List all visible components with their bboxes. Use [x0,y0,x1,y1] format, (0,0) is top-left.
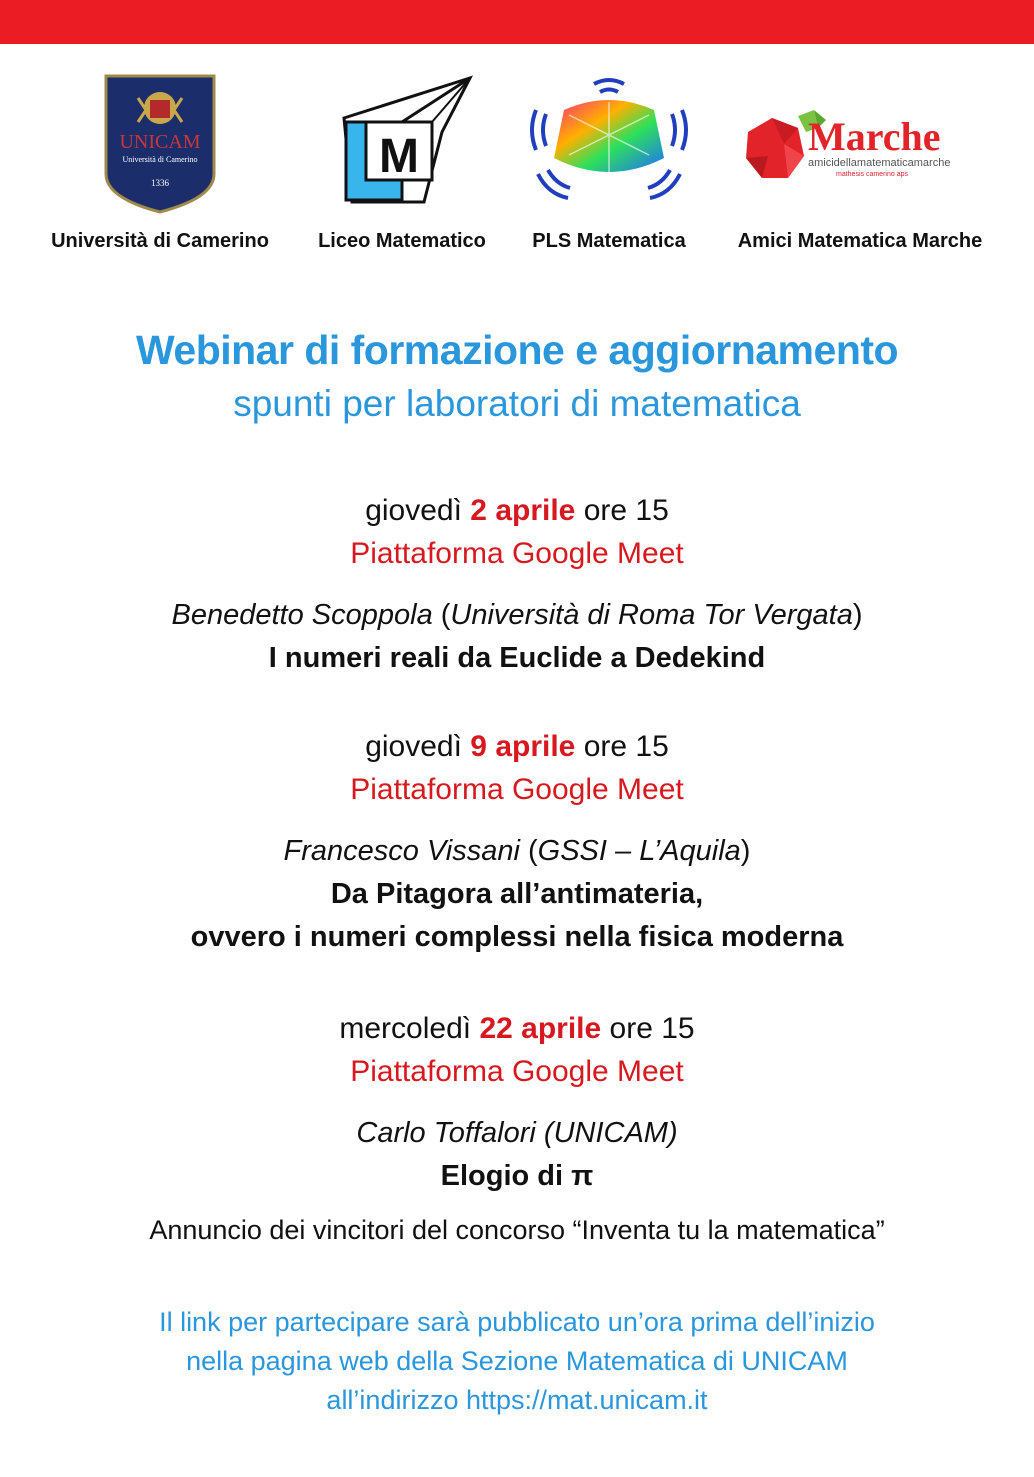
session-day: giovedì [365,494,462,527]
webinar-header [0,322,1034,430]
speaker-affiliation: Università di Roma Tor Vergata [450,599,853,631]
session-speaker-line: Benedetto Scoppola (Università di Roma Tor Vergata) [171,599,863,631]
svg-text:UNICAM: UNICAM [119,131,201,153]
top-red-bar [0,0,1034,44]
footer-line-1: Il link per partecipare sarà pubblicato un’ora prima dell’inizio [159,1307,875,1337]
partner-logos [0,70,1034,270]
svg-text:Marche: Marche [808,114,941,159]
speaker-name: Carlo Toffalori [356,1117,536,1149]
speaker-affiliation: UNICAM [553,1117,668,1149]
svg-text:mathesis camerino aps: mathesis camerino aps [836,171,908,178]
footer-info [0,1303,1034,1420]
session-speaker-line: Francesco Vissani (GSSI – L’Aquila) [283,835,751,867]
amici-matematica-marche-icon [718,70,1002,220]
speaker-name: Benedetto Scoppola [171,599,433,631]
svg-text:M: M [379,130,419,183]
footer-line-3: all’indirizzo https://mat.unicam.it [326,1385,708,1415]
session-day: mercoledì [339,1012,472,1045]
session-time: ore 15 [609,1012,695,1045]
logo-unicam [40,70,280,252]
svg-text:1336: 1336 [151,178,169,188]
session-time: ore 15 [583,494,669,527]
talk-title-line-2: ovvero i numeri complessi nella fisica moderna [190,921,844,953]
pls-matematica-icon [514,70,704,220]
webinar-title: Webinar di formazione e aggiornamento [135,327,899,373]
session-day: giovedì [365,730,462,763]
logo-amici-matematica-marche [718,70,1002,252]
session-date-line [0,726,1034,768]
session-platform: Piattaforma Google Meet [350,537,684,570]
talk-title-line-1: Da Pitagora all’antimateria, [330,878,704,910]
svg-text:amicidellamatematicamarche: amicidellamatematicamarche [808,157,951,169]
session-date-line [0,490,1034,532]
session-date-line [0,1008,1034,1050]
speaker-affiliation: GSSI – L’Aquila [537,835,741,867]
session-time: ore 15 [583,730,669,763]
session-platform: Piattaforma Google Meet [350,773,684,806]
logo-caption-unicam: Università di Camerino [51,230,269,252]
talk-title: Elogio di π [440,1160,594,1192]
liceo-matematico-lm-icon [292,70,512,220]
svg-text:Università di Camerino: Università di Camerino [122,155,198,164]
logo-liceo-matematico [292,70,512,252]
webinar-subtitle: spunti per laboratori di matematica [233,383,801,424]
logo-caption-pls: PLS Matematica [532,230,686,252]
speaker-name: Francesco Vissani [283,835,520,867]
session-1 [0,490,1034,680]
session-platform: Piattaforma Google Meet [350,1055,684,1088]
unicam-shield-icon [40,70,280,220]
session-3 [0,1008,1034,1250]
session-2 [0,726,1034,959]
session-speaker-line: Carlo Toffalori (UNICAM) [356,1117,678,1149]
logo-caption-liceo: Liceo Matematico [318,230,486,252]
contest-announcement: Annuncio dei vincitori del concorso “Inventa tu la matematica” [149,1215,885,1245]
session-date: 2 aprile [470,494,576,527]
logo-pls-matematica [514,70,704,252]
logo-caption-amici: Amici Matematica Marche [737,230,983,252]
footer-line-2: nella pagina web della Sezione Matematica di UNICAM [186,1346,848,1376]
talk-title: I numeri reali da Euclide a Dedekind [268,642,766,674]
session-date: 22 aprile [479,1012,602,1045]
session-date: 9 aprile [470,730,576,763]
